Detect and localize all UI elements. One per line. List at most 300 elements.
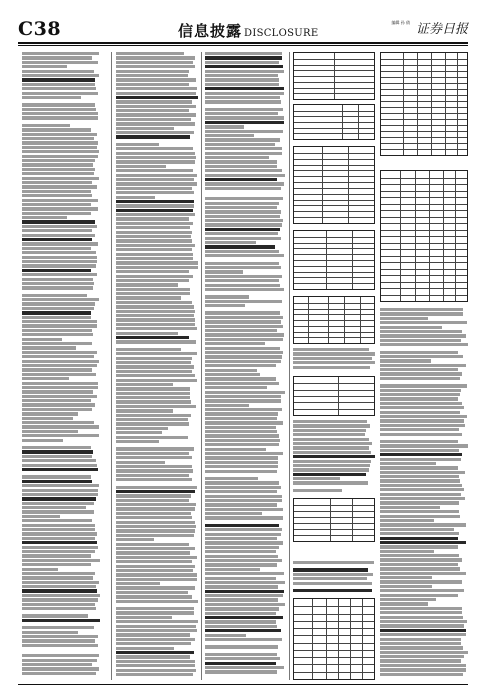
- text-line: [205, 288, 284, 291]
- text-line: [22, 403, 95, 406]
- text-line: [205, 638, 282, 641]
- text-line: [116, 469, 193, 472]
- text-line: [293, 366, 370, 369]
- page-number: C38: [18, 18, 62, 40]
- text-line: [22, 212, 91, 215]
- text-line: [205, 254, 284, 257]
- text-line: [116, 456, 192, 459]
- text-line: [380, 326, 442, 329]
- disclosure-table-9: [380, 52, 468, 156]
- text-line: [116, 647, 174, 650]
- table-row-rule: [294, 205, 374, 206]
- text-line: [205, 96, 280, 99]
- text-line: [205, 546, 279, 549]
- text-line: [22, 446, 91, 449]
- text-line: [205, 439, 280, 442]
- text-line: [22, 515, 60, 518]
- text-line: [22, 430, 78, 433]
- text-line: [22, 546, 98, 549]
- text-line: [116, 169, 193, 172]
- table-column-rule: [415, 171, 416, 301]
- text-line: [22, 234, 95, 237]
- text-line: [380, 428, 459, 431]
- text-line: [22, 203, 91, 206]
- text-line: [205, 108, 283, 111]
- text-line: [205, 143, 275, 146]
- text-line: [22, 338, 62, 341]
- text-line: [380, 594, 458, 597]
- text-line: [380, 629, 466, 632]
- text-line: [22, 434, 99, 437]
- text-line: [116, 87, 197, 90]
- text-line: [22, 220, 95, 223]
- table-row-rule: [294, 332, 374, 333]
- text-line: [380, 453, 462, 456]
- text-line: [22, 260, 97, 263]
- text-line: [116, 651, 194, 654]
- text-line: [116, 396, 190, 399]
- text-line: [380, 343, 468, 346]
- text-line: [116, 560, 192, 563]
- text-line: [205, 342, 265, 345]
- text-line: [116, 204, 194, 207]
- text-line: [380, 419, 464, 422]
- table-row-rule: [294, 170, 374, 171]
- table-column-rule: [360, 297, 361, 343]
- text-line: [22, 163, 93, 166]
- text-line: [293, 446, 369, 449]
- text-line: [293, 455, 375, 458]
- text-line: [116, 616, 172, 619]
- text-line: [116, 418, 188, 421]
- text-line: [116, 573, 197, 576]
- table-column-rule: [312, 599, 313, 679]
- table-column-rule: [352, 499, 353, 541]
- text-line: [22, 83, 95, 86]
- text-line: [205, 320, 281, 323]
- disclosure-table-10: [380, 170, 468, 302]
- text-line: [380, 484, 462, 487]
- text-line: [205, 74, 278, 77]
- text-line: [22, 137, 94, 140]
- text-line: [205, 408, 282, 411]
- text-line: [205, 490, 277, 493]
- table-row-rule: [381, 137, 467, 138]
- text-line: [22, 177, 99, 180]
- text-line: [116, 582, 160, 585]
- text-line: [22, 459, 96, 462]
- text-line: [380, 440, 458, 443]
- text-line: [22, 320, 97, 323]
- text-line: [205, 210, 281, 213]
- text-line: [116, 512, 191, 515]
- table-column-rule: [326, 231, 327, 289]
- text-line: [380, 449, 459, 452]
- text-line: [205, 495, 282, 498]
- text-line: [22, 360, 99, 363]
- text-line: [22, 307, 94, 310]
- text-line: [293, 573, 373, 576]
- text-line: [205, 87, 284, 90]
- header-rule: [18, 42, 468, 44]
- text-line: [22, 116, 98, 119]
- text-line: [380, 402, 462, 405]
- text-line: [380, 330, 462, 333]
- text-line: [116, 336, 189, 339]
- text-line: [205, 572, 284, 575]
- text-line: [22, 70, 94, 73]
- text-line: [205, 452, 283, 455]
- text-line: [116, 327, 197, 330]
- text-line: [116, 127, 174, 130]
- text-line: [22, 614, 88, 617]
- text-line: [380, 393, 460, 396]
- text-line: [22, 390, 93, 393]
- text-line: [116, 478, 192, 481]
- text-line: [116, 374, 195, 377]
- text-line: [380, 351, 458, 354]
- text-line: [380, 458, 461, 461]
- text-line: [380, 572, 466, 575]
- text-line: [22, 480, 92, 483]
- table-column-rule: [350, 599, 351, 679]
- text-line: [205, 347, 280, 350]
- text-line: [116, 283, 178, 286]
- text-line: [116, 499, 189, 502]
- text-line: [22, 216, 67, 219]
- text-line: [116, 379, 197, 382]
- text-line: [205, 448, 266, 451]
- table-row-rule: [294, 283, 374, 284]
- text-line: [380, 377, 460, 380]
- text-line: [116, 383, 173, 386]
- text-line: [380, 462, 436, 465]
- text-line: [205, 577, 276, 580]
- text-line: [205, 329, 277, 332]
- text-line: [22, 607, 96, 610]
- text-line: [205, 338, 283, 341]
- text-line: [22, 528, 95, 531]
- text-line: [205, 130, 283, 133]
- text-line: [116, 633, 190, 636]
- masthead: [18, 18, 468, 40]
- disclosure-table-4: [293, 230, 375, 290]
- text-line: [116, 165, 166, 168]
- text-line: [116, 660, 195, 663]
- text-line: [116, 361, 191, 364]
- table-row-rule: [381, 119, 467, 120]
- text-line: [205, 266, 281, 269]
- text-line: [380, 607, 462, 610]
- text-line: [116, 365, 194, 368]
- text-line: [205, 228, 280, 231]
- text-line: [116, 226, 190, 229]
- text-line: [116, 348, 181, 351]
- text-line: [22, 667, 99, 670]
- text-line: [22, 342, 92, 345]
- text-line: [22, 425, 99, 428]
- text-line: [22, 373, 96, 376]
- text-line: [205, 528, 282, 531]
- table-row-rule: [294, 409, 374, 410]
- text-line: [116, 131, 194, 134]
- text-line: [116, 638, 195, 641]
- text-line: [116, 357, 192, 360]
- text-line: [116, 275, 193, 278]
- text-line: [205, 100, 281, 103]
- text-line: [205, 78, 279, 81]
- table-row-rule: [294, 153, 374, 154]
- text-line: [380, 471, 465, 474]
- text-line: [22, 594, 100, 597]
- text-line: [116, 538, 154, 541]
- text-line: [22, 168, 95, 171]
- text-line: [205, 512, 262, 515]
- section-title-cn: 信息披露: [178, 22, 243, 40]
- text-line: [380, 334, 466, 337]
- text-line: [22, 468, 98, 471]
- text-line: [22, 502, 94, 505]
- disclosure-table-7: [293, 498, 375, 542]
- text-line: [116, 664, 195, 667]
- table-column-rule: [358, 105, 359, 139]
- text-line: [22, 133, 97, 136]
- text-line: [380, 368, 458, 371]
- text-line: [205, 333, 284, 336]
- text-line: [22, 264, 96, 267]
- text-line: [205, 607, 279, 610]
- text-line: [116, 392, 190, 395]
- text-line: [205, 620, 276, 623]
- text-line: [22, 386, 98, 389]
- text-line: [205, 430, 277, 433]
- text-line: [380, 673, 463, 676]
- text-line: [116, 239, 192, 242]
- text-line: [205, 147, 282, 150]
- text-line: [293, 438, 369, 441]
- text-line: [116, 270, 189, 273]
- text-line: [22, 395, 97, 398]
- table-column-rule: [330, 499, 331, 541]
- text-line: [205, 125, 244, 128]
- text-line: [116, 261, 198, 264]
- text-line: [380, 602, 428, 605]
- text-line: [22, 399, 91, 402]
- text-line: [22, 644, 98, 647]
- section-title: [178, 20, 318, 41]
- text-line: [116, 74, 188, 77]
- text-line: [116, 494, 191, 497]
- text-line: [116, 642, 191, 645]
- text-line: [116, 486, 197, 489]
- text-line: [205, 470, 277, 473]
- text-line: [116, 405, 196, 408]
- text-line: [205, 481, 279, 484]
- disclosure-table-2: [293, 104, 375, 140]
- text-line: [22, 631, 78, 634]
- text-line: [22, 484, 99, 487]
- text-line: [22, 589, 97, 592]
- text-line: [293, 568, 368, 571]
- text-line: [22, 554, 91, 557]
- text-line: [380, 646, 463, 649]
- text-line: [380, 668, 466, 671]
- text-line: [22, 626, 94, 629]
- text-line: [116, 655, 190, 658]
- text-line: [293, 489, 342, 492]
- text-line: [22, 581, 99, 584]
- text-line: [205, 232, 278, 235]
- text-line: [380, 364, 466, 367]
- text-line: [293, 582, 372, 585]
- text-line: [22, 364, 97, 367]
- text-line: [22, 185, 97, 188]
- column-divider: [289, 52, 290, 680]
- text-line: [22, 256, 97, 259]
- text-line: [116, 422, 189, 425]
- text-line: [22, 278, 93, 281]
- text-line: [293, 420, 367, 423]
- text-line: [380, 497, 465, 500]
- text-line: [22, 537, 95, 540]
- table-row-rule: [294, 111, 374, 112]
- table-row-rule: [294, 383, 374, 384]
- text-line: [205, 116, 284, 119]
- text-line: [116, 266, 198, 269]
- text-line: [116, 629, 197, 632]
- column-divider: [111, 52, 112, 680]
- table-row-rule: [294, 116, 374, 117]
- text-line: [22, 65, 67, 68]
- text-line: [205, 666, 284, 669]
- text-line: [380, 355, 463, 358]
- text-line: [293, 424, 370, 427]
- text-line: [116, 61, 193, 64]
- text-line: [205, 412, 278, 415]
- text-line: [205, 629, 281, 632]
- table-row-rule: [294, 176, 374, 177]
- text-line: [116, 310, 195, 313]
- text-line: [22, 421, 94, 424]
- text-line: [380, 506, 440, 509]
- text-line: [22, 141, 98, 144]
- table-column-rule: [342, 105, 343, 139]
- table-row-rule: [381, 101, 467, 102]
- text-line: [293, 348, 369, 351]
- text-line: [116, 279, 189, 282]
- text-line: [22, 524, 95, 527]
- table-column-rule: [334, 53, 335, 99]
- text-line: [205, 360, 281, 363]
- text-line: [205, 634, 246, 637]
- text-line: [22, 238, 92, 241]
- text-line: [22, 273, 97, 276]
- text-line: [205, 670, 277, 673]
- text-line: [205, 465, 278, 468]
- text-line: [205, 550, 276, 553]
- text-line: [380, 372, 462, 375]
- text-line: [116, 318, 195, 321]
- text-line: [380, 510, 459, 513]
- text-line: [293, 481, 368, 484]
- text-line: [293, 433, 365, 436]
- text-line: [22, 659, 97, 662]
- text-line: [205, 386, 267, 389]
- section-title-en: DISCLOSURE: [244, 28, 319, 39]
- table-row-rule: [381, 89, 467, 90]
- text-line: [116, 490, 195, 493]
- text-column-2: [116, 52, 198, 680]
- text-line: [293, 561, 374, 564]
- text-line: [116, 52, 184, 55]
- table-row-rule: [381, 65, 467, 66]
- text-line: [22, 92, 98, 95]
- text-line: [22, 572, 95, 575]
- text-line: [205, 223, 282, 226]
- text-line: [380, 397, 458, 400]
- text-line: [205, 206, 277, 209]
- text-line: [22, 346, 76, 349]
- table-row-rule: [294, 505, 374, 506]
- disclosure-table-3: [293, 146, 375, 224]
- text-line: [205, 603, 285, 606]
- text-line: [205, 585, 278, 588]
- text-line: [205, 391, 285, 394]
- text-line: [205, 138, 280, 141]
- text-line: [116, 400, 191, 403]
- text-line: [116, 620, 198, 623]
- table-row-rule: [294, 402, 374, 403]
- text-line: [22, 568, 58, 571]
- table-row-rule: [294, 535, 374, 536]
- text-line: [380, 651, 468, 654]
- text-line: [205, 152, 282, 155]
- text-line: [22, 242, 98, 245]
- text-line: [205, 625, 277, 628]
- text-line: [22, 96, 81, 99]
- text-line: [380, 537, 458, 540]
- text-line: [116, 600, 198, 603]
- text-line: [22, 146, 97, 149]
- text-line: [380, 545, 458, 548]
- disclosure-table-6: [293, 376, 375, 416]
- text-line: [22, 464, 97, 467]
- header-rule-thin: [18, 45, 468, 46]
- text-line: [205, 563, 277, 566]
- text-line: [380, 519, 434, 522]
- text-line: [380, 589, 464, 592]
- table-column-rule: [417, 53, 418, 155]
- text-line: [380, 312, 463, 315]
- text-line: [22, 78, 95, 81]
- text-line: [116, 595, 192, 598]
- text-line: [205, 477, 258, 480]
- table-column-rule: [445, 53, 446, 155]
- text-line: [116, 591, 188, 594]
- table-column-rule: [455, 171, 456, 301]
- text-line: [205, 262, 279, 265]
- text-line: [22, 368, 92, 371]
- text-line: [205, 382, 279, 385]
- text-line: [116, 669, 196, 672]
- text-line: [205, 237, 281, 240]
- text-line: [205, 182, 284, 185]
- text-line: [380, 532, 459, 535]
- text-line: [380, 424, 465, 427]
- table-row-rule: [294, 182, 374, 183]
- text-line: [116, 96, 198, 99]
- text-line: [116, 248, 192, 251]
